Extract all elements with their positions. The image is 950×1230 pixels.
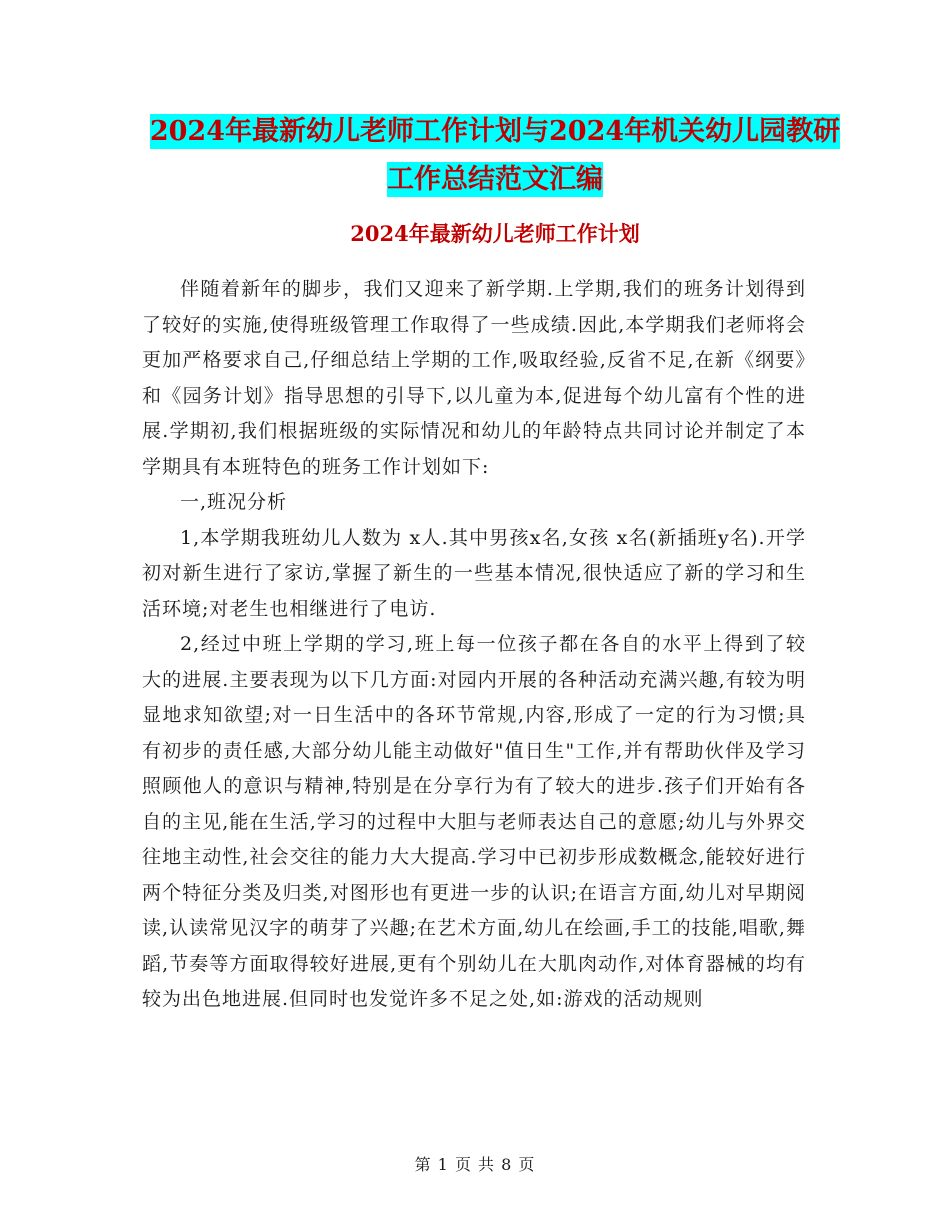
document-body <box>142 272 806 1018</box>
paragraph-item-1: 1,本学期我班幼儿人数为 x人.其中男孩x名,女孩 x名(新插班y名).开学初对新生进行了家访,掌握了新生的一些基本情况,很快适应了新的学习和生活环境;对老生也相继进行了电访. <box>142 526 806 620</box>
paragraph-item-2: 2,经过中班上学期的学习,班上每一位孩子都在各自的水平上得到了较大的进展.主要表现为以下几方面:对园内开展的各种活动充满兴趣,有较为明显地求知欲望;对一日生活中的各环节常规,内容,形成了一定的行为习惯;具有初步的责任感,大部分幼儿能主动做好"值日生"工作,并有帮助伙伴及学习照顾他人的意识与精神,特别是在分享行为有了较大的进步.孩子们开始有各自的主见,能在生活,学习的过程中大胆与老师表达自己的意愿;幼儿与外界交往地主动性,社会交往的能力大大提高.学习中已初步形成数概念,能较好进行两个特征分类及归类,对图形也有更进一步的认识;在语言方面,幼儿对早期阅读,认读常见汉字的萌芽了兴趣;在艺术方面,幼儿在绘画,手工的技能,唱歌,舞蹈,节奏等方面取得较好进展,更有个别幼儿在大肌肉动作,对体育器械的均有较为出色地进展.但同时也发觉许多不足之处,如:游戏的活动规则 <box>142 633 806 1010</box>
document-title-text: 2024年最新幼儿老师工作计划与2024年机关幼儿园教研工作总结范文汇编 <box>149 116 841 195</box>
paragraph-intro: 伴随着新年的脚步，我们又迎来了新学期.上学期,我们的班务计划得到了较好的实施,使得班级管理工作取得了一些成绩.因此,本学期我们老师将会更加严格要求自己,仔细总结上学期的工作,吸取经验,反省不足,在新《纲要》和《园务计划》指导思想的引导下,以儿童为本,促进每个幼儿富有个性的进展.学期初,我们根据班级的实际情况和幼儿的年龄特点共同讨论并制定了本学期具有本班特色的班务工作计划如下: <box>142 278 806 478</box>
paragraph-heading-class-analysis: 一,班况分析 <box>180 491 288 513</box>
page-footer: 第 1 页 共 8 页 <box>414 1155 536 1174</box>
section-title: 2024年最新幼儿老师工作计划 <box>350 221 640 246</box>
document-title <box>140 108 850 204</box>
